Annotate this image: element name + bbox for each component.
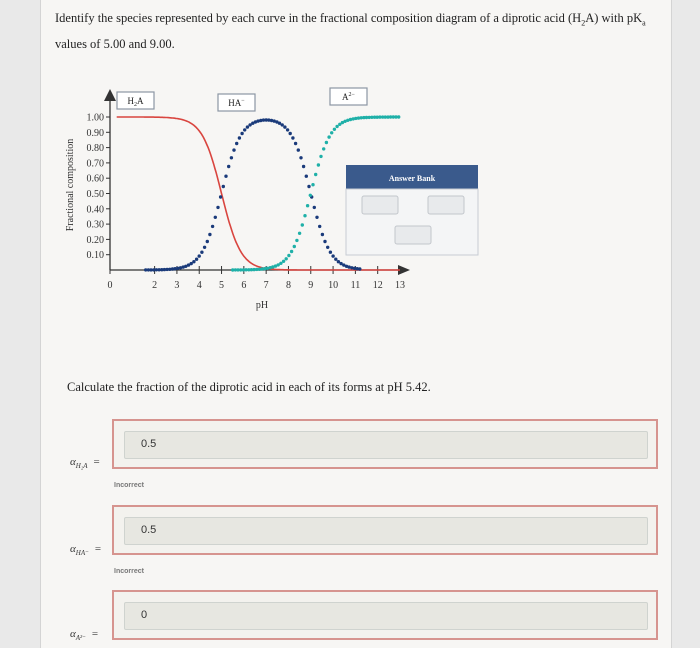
curve-point — [222, 185, 225, 188]
curve-point — [317, 163, 320, 166]
curve-point — [200, 251, 203, 254]
x-tick-label: 2 — [152, 280, 158, 291]
curve-point — [335, 125, 338, 128]
answer-bank-title: Answer Bank — [388, 174, 436, 183]
alpha-ha-label — [70, 543, 101, 557]
y-tick-label: 1.00 — [86, 112, 104, 124]
answer-bank-slot[interactable] — [362, 196, 398, 214]
x-tick-label: 6 — [241, 280, 247, 291]
y-axis-title: Fractional composition — [65, 138, 76, 232]
y-tick-label: 0.30 — [86, 219, 104, 231]
answer-bank — [346, 165, 478, 255]
curve-point — [305, 175, 308, 178]
curve-point — [326, 246, 329, 249]
species-label-text: HA− — [228, 98, 245, 108]
curve-point — [240, 132, 243, 135]
curve-point — [235, 142, 238, 145]
curve-point — [334, 258, 337, 261]
x-tick-label: 8 — [285, 280, 291, 291]
curve-point — [281, 123, 284, 126]
x-tick-label: 3 — [174, 280, 180, 291]
curve-point — [290, 250, 293, 253]
y-tick-label: 0.80 — [86, 143, 104, 155]
alpha-symbol: α — [70, 543, 76, 555]
curve-point — [302, 165, 305, 168]
answer-box-h2a — [112, 419, 658, 469]
curve-point — [314, 173, 317, 176]
x-tick-label: 9 — [308, 280, 314, 291]
species-label-text: $H_2A$ — [127, 96, 144, 108]
question-text-part: A) with pK — [585, 11, 643, 25]
x-tick-label: 10 — [328, 280, 339, 291]
curve-point — [291, 136, 294, 139]
curve-point — [309, 194, 312, 197]
curve-point — [322, 147, 325, 150]
species-label-target[interactable] — [218, 94, 255, 111]
species-label-target[interactable] — [330, 88, 367, 105]
curve-point — [297, 148, 300, 151]
curve-point — [327, 135, 330, 138]
x-tick-label: 0 — [107, 280, 113, 291]
curve-point — [315, 216, 318, 219]
x-tick-label: 11 — [350, 280, 361, 291]
y-tick-label: 0.10 — [86, 250, 104, 262]
curve-point — [219, 195, 222, 198]
curve-point — [192, 260, 195, 263]
curve-point — [293, 245, 296, 248]
alpha-subscript: A²⁻ — [75, 634, 86, 643]
curve-point — [331, 254, 334, 257]
curve-point — [323, 240, 326, 243]
curve-point — [206, 240, 209, 243]
question-text-sub: 2 — [581, 18, 586, 28]
curve-point — [313, 206, 316, 209]
curve-point — [329, 251, 332, 254]
curve-point — [397, 115, 400, 118]
curve-point — [283, 125, 286, 128]
equals-sign: = — [91, 628, 99, 640]
question-text-part: Identify the species represented by each curve in the fractional composition diagram of a diprotic acid (H — [55, 11, 582, 25]
alpha-symbol: α — [70, 456, 76, 468]
curve-point — [319, 155, 322, 158]
answer-box-a — [112, 590, 658, 640]
question-text-part: values of 5.00 and 9.00. — [55, 36, 175, 51]
curve-point — [224, 175, 227, 178]
curve-point — [282, 260, 285, 263]
curve-point — [318, 225, 321, 228]
curve-point — [306, 204, 309, 207]
curve-point — [203, 246, 206, 249]
curve-point — [294, 142, 297, 145]
curve-point — [325, 141, 328, 144]
curve-point — [299, 156, 302, 159]
curve-point — [279, 262, 282, 265]
answer-box-ha — [112, 505, 658, 555]
curve-point — [287, 254, 290, 257]
alpha-h2a-label — [70, 456, 100, 470]
curve-point — [198, 254, 201, 257]
x-tick-label: 5 — [219, 280, 225, 291]
curve-point — [307, 185, 310, 188]
curve-point — [301, 223, 304, 226]
curve-point — [295, 239, 298, 242]
y-tick-label: 0.60 — [86, 173, 104, 185]
status-badge: Incorrect — [114, 482, 144, 489]
alpha-a-label — [70, 628, 98, 642]
x-axis-title: pH — [255, 300, 269, 311]
curve-point — [246, 125, 249, 128]
curve-point — [330, 131, 333, 134]
answer-bank-slot[interactable] — [428, 196, 464, 214]
curve-point — [286, 128, 289, 131]
answer-value: 0 — [141, 609, 148, 621]
curve-point — [238, 136, 241, 139]
y-tick-label: 0.90 — [86, 127, 104, 139]
curve-point — [195, 258, 198, 261]
y-tick-label: 0.40 — [86, 204, 104, 216]
status-badge: Incorrect — [114, 568, 144, 575]
answer-input-ha[interactable] — [124, 517, 648, 545]
x-tick-label: 7 — [263, 280, 269, 291]
x-tick-label: 12 — [372, 280, 383, 291]
answer-input-h2a[interactable] — [124, 431, 648, 459]
equals-sign: = — [93, 456, 100, 468]
calculate-prompt: Calculate the fraction of the diprotic acid in each of its forms at pH 5.42. — [67, 380, 431, 394]
curve-point — [232, 148, 235, 151]
curve-point — [243, 128, 246, 131]
answer-bank-slot[interactable] — [395, 226, 431, 244]
question-text-sub: a — [642, 18, 646, 28]
species-label-text: $A^{2-}$ — [342, 92, 355, 102]
curve-point — [211, 225, 214, 228]
alpha-subscript: HA⁻ — [75, 549, 89, 558]
curve-point — [214, 216, 217, 219]
ha-curve — [144, 118, 361, 271]
y-tick-label: 0.50 — [86, 189, 104, 200]
y-axis-arrow — [104, 89, 116, 101]
curve-point — [298, 232, 301, 235]
answer-input-a[interactable] — [124, 602, 648, 630]
curve-point — [321, 233, 324, 236]
species-label-target[interactable] — [117, 92, 154, 109]
answer-value: 0.5 — [141, 524, 157, 536]
curve-point — [216, 206, 219, 209]
x-tick-label: 13 — [395, 280, 405, 291]
curve-point — [227, 165, 230, 168]
answer-value: 0.5 — [141, 438, 157, 450]
curve-point — [311, 183, 314, 186]
curve-point — [303, 214, 306, 217]
y-tick-label: 0.20 — [86, 234, 104, 246]
curve-point — [358, 267, 361, 270]
alpha-subscript: H₂A — [75, 462, 88, 471]
curve-point — [285, 257, 288, 260]
y-tick-label: 0.70 — [86, 158, 104, 170]
equals-sign: = — [94, 543, 102, 555]
curve-point — [208, 233, 211, 236]
alpha-symbol: α — [70, 628, 76, 640]
curve-point — [289, 132, 292, 135]
x-tick-label: 4 — [196, 280, 202, 291]
curve-point — [333, 128, 336, 131]
curve-point — [230, 156, 233, 159]
